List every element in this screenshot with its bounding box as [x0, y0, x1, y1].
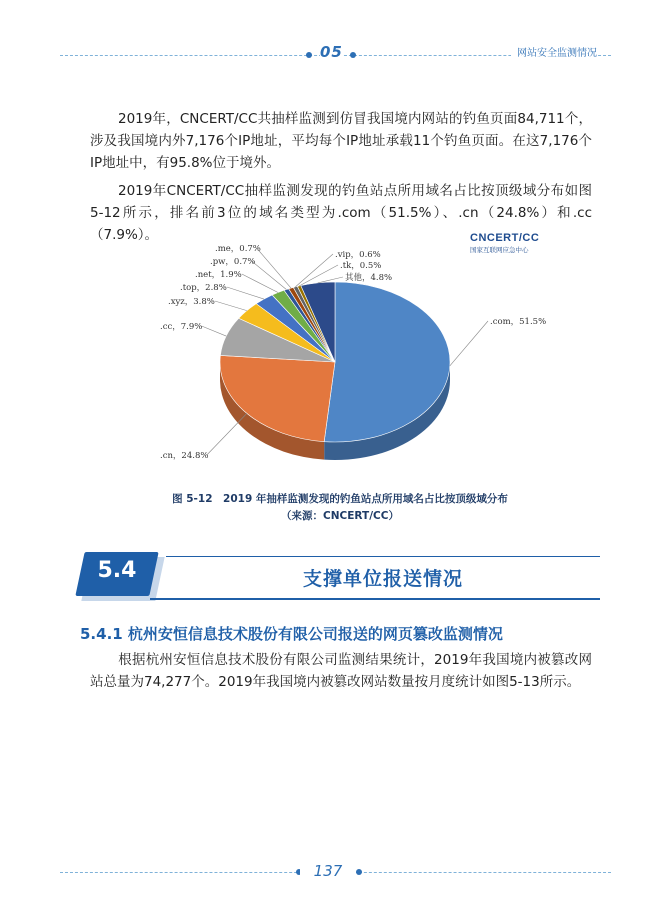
section-rule-top — [166, 556, 600, 557]
paragraph-defacement: 根据杭州安恒信息技术股份有限公司监测结果统计，2019年我国境内被篡改网站总量为74,277个。2019年我国境内被篡改网站数量按月度统计如图5-13所示。 — [90, 652, 592, 690]
leader-line-6 — [252, 261, 287, 290]
leader-line-4 — [227, 287, 264, 299]
footer-dot-right — [356, 869, 362, 875]
leader-line-5 — [242, 274, 278, 293]
slice-label-7: .me，0.7% — [215, 244, 261, 254]
header-dot-right — [350, 52, 356, 58]
subsection-title: 5.4.1 杭州安恒信息技术股份有限公司报送的网页篡改监测情况 — [80, 625, 503, 643]
slice-label-4: .top，2.8% — [180, 283, 227, 293]
slice-label-3: .xyz，3.8% — [168, 297, 215, 307]
page-number: 137 — [300, 862, 356, 880]
leader-line-7 — [257, 248, 291, 288]
leader-line-2 — [202, 326, 227, 336]
slice-label-2: .cc，7.9% — [160, 322, 203, 332]
figure-caption: 图 5-12 2019 年抽样监测发现的钓鱼站点所用域名占比按顶级域分布 — [172, 493, 508, 505]
header-dot-left — [306, 52, 312, 58]
paragraph-phishing-stats: 2019年，CNCERT/CC共抽样监测到仿冒我国境内网站的钓鱼页面84,711个，涉及我国境内外7,176个IP地址，平均每个IP地址承载11个钓鱼页面。在这7,176个IP地址中，有95.8%位于境外。 — [90, 111, 592, 171]
slice-label-0: .com，51.5% — [490, 317, 547, 327]
logo-text: CNCERT/CC — [470, 232, 540, 244]
section-header — [80, 548, 600, 608]
figure-source: （来源：CNCERT/CC） — [281, 510, 399, 522]
leader-line-1 — [207, 413, 247, 455]
logo-subtext: 国家互联网应急中心 — [470, 246, 529, 254]
paragraph-domain-distribution: 2019年CNCERT/CC抽样监测发现的钓鱼站点所用域名占比按顶级域分布如图5-12所示，排名前3位的域名类型为.com（51.5%）、.cn（24.8%）和.cc（7.9%）。 — [90, 183, 592, 243]
leader-line-0 — [450, 321, 488, 366]
pie-slice-cn — [220, 355, 335, 441]
section-title: 支撑单位报送情况 — [302, 568, 463, 590]
slice-label-5: .net，1.9% — [195, 270, 242, 280]
slice-label-10: 其他，4.8% — [345, 273, 393, 283]
leader-line-3 — [215, 301, 247, 311]
cncert-logo — [470, 232, 550, 262]
running-title: 网站安全监测情况 — [511, 44, 597, 59]
slice-label-6: .pw，0.7% — [210, 257, 256, 267]
chapter-number: 05 — [320, 43, 343, 61]
section-number: 5.4 — [97, 558, 137, 583]
section-rule-bottom — [150, 598, 600, 600]
tld-pie-chart — [140, 232, 560, 487]
slice-label-8: .vip，0.6% — [335, 250, 381, 260]
slice-label-9: .tk，0.5% — [340, 261, 382, 271]
slice-label-1: .cn，24.8% — [160, 451, 209, 461]
